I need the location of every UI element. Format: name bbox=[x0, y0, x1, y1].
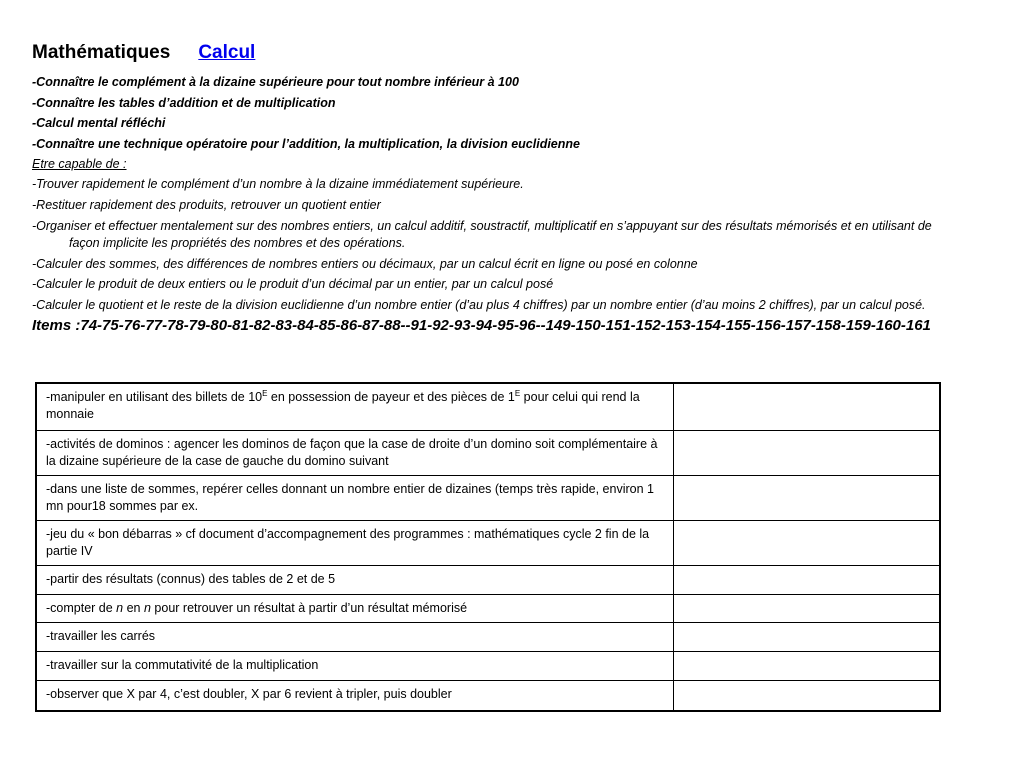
table-row bbox=[36, 594, 940, 622]
skill-item: -Restituer rapidement des produits, retrouver un quotient entier bbox=[32, 198, 381, 213]
empty-cell bbox=[673, 383, 940, 430]
skill-item: -Calculer le produit de deux entiers ou le produit d’un décimal par un entier, par un calcul posé bbox=[32, 277, 554, 292]
skill-item: -Calculer le quotient et le reste de la division euclidienne d’un nombre entier (d’au plus 4 chiffres) par un nombre entier (d’au moins 2 chiffres), par un calcul posé. bbox=[32, 297, 926, 312]
activity-text: en bbox=[123, 600, 144, 615]
page-title: Mathématiques bbox=[32, 42, 171, 63]
activity-text: -manipuler en utilisant des billets de 10 bbox=[46, 390, 263, 404]
activity-cell: -travailler les carrés bbox=[36, 622, 673, 651]
table-row bbox=[36, 475, 940, 520]
calcul-link[interactable]: Calcul bbox=[198, 42, 256, 63]
activity-text: en possession de payeur et des pièces de 1 bbox=[267, 390, 515, 404]
table-row bbox=[36, 622, 940, 651]
table-row bbox=[36, 383, 940, 430]
skill-item: -Organiser et effectuer mentalement sur des nombres entiers, un calcul additif, soustractif, multiplicatif en s’appuyant sur des résultats mémorisés et en utilisant de façon implicite les propriétés des nombres et des opérations. bbox=[32, 218, 932, 251]
objective-item: -Connaître le complément à la dizaine supérieure pour tout nombre inférieur à 100 bbox=[32, 75, 519, 89]
activity-cell: -travailler sur la commutativité de la multiplication bbox=[36, 651, 673, 680]
table-row bbox=[36, 430, 940, 475]
activity-text: pour retrouver un résultat à partir d’un résultat mémorisé bbox=[150, 600, 468, 615]
variable-n: n bbox=[143, 600, 151, 615]
table-row bbox=[36, 651, 940, 680]
activity-text: -compter de bbox=[46, 600, 117, 615]
items-list: Items :74-75-76-77-78-79-80-81-82-83-84-85-86-87-88--91-92-93-94-95-96--149-150-151-152-153-154-155-156-157-158-159-160-161 bbox=[32, 317, 931, 335]
euro-superscript: E bbox=[514, 388, 521, 398]
empty-cell bbox=[673, 651, 940, 680]
table-row bbox=[36, 565, 940, 594]
table-row bbox=[36, 520, 940, 565]
title-row bbox=[32, 42, 962, 72]
activities-table bbox=[35, 382, 941, 712]
empty-cell bbox=[673, 594, 940, 622]
objective-item: -Connaître les tables d’addition et de multiplication bbox=[32, 95, 336, 110]
empty-cell bbox=[673, 680, 940, 711]
skill-item: -Calculer des sommes, des différences de nombres entiers ou décimaux, par un calcul écrit en ligne ou posé en colonne bbox=[32, 256, 698, 271]
activity-text: pour celui qui rend la monnaie bbox=[46, 390, 640, 421]
activity-cell: -activités de dominos : agencer les dominos de façon que la case de droite d’un domino soit complémentaire à la dizaine supérieure de la case de gauche du domino suivant bbox=[36, 430, 673, 475]
capable-label: Etre capable de : bbox=[32, 157, 127, 172]
empty-cell bbox=[673, 622, 940, 651]
activity-cell: -dans une liste de sommes, repérer celles donnant un nombre entier de dizaines (temps très rapide, environ 1 mn pour18 sommes par ex. bbox=[36, 475, 673, 520]
activity-cell: -partir des résultats (connus) des tables de 2 et de 5 bbox=[36, 565, 673, 594]
table-row bbox=[36, 680, 940, 711]
document-page bbox=[32, 42, 962, 335]
activity-cell bbox=[36, 383, 673, 430]
activity-cell: -observer que X par 4, c’est doubler, X par 6 revient à tripler, puis doubler bbox=[36, 680, 673, 711]
objective-item: -Connaître une technique opératoire pour l’addition, la multiplication, la division euclidienne bbox=[32, 136, 580, 151]
euro-superscript: E bbox=[262, 388, 268, 398]
activity-cell: -jeu du « bon débarras » cf document d’accompagnement des programmes : mathématiques cycle 2 fin de la partie IV bbox=[36, 520, 673, 565]
skill-item: -Trouver rapidement le complément d’un nombre à la dizaine immédiatement supérieure. bbox=[32, 177, 524, 192]
empty-cell bbox=[673, 565, 940, 594]
empty-cell bbox=[673, 520, 940, 565]
variable-n: n bbox=[116, 600, 124, 615]
objective-item: -Calcul mental réfléchi bbox=[32, 116, 166, 131]
activity-cell bbox=[36, 594, 673, 622]
empty-cell bbox=[673, 430, 940, 475]
empty-cell bbox=[673, 475, 940, 520]
